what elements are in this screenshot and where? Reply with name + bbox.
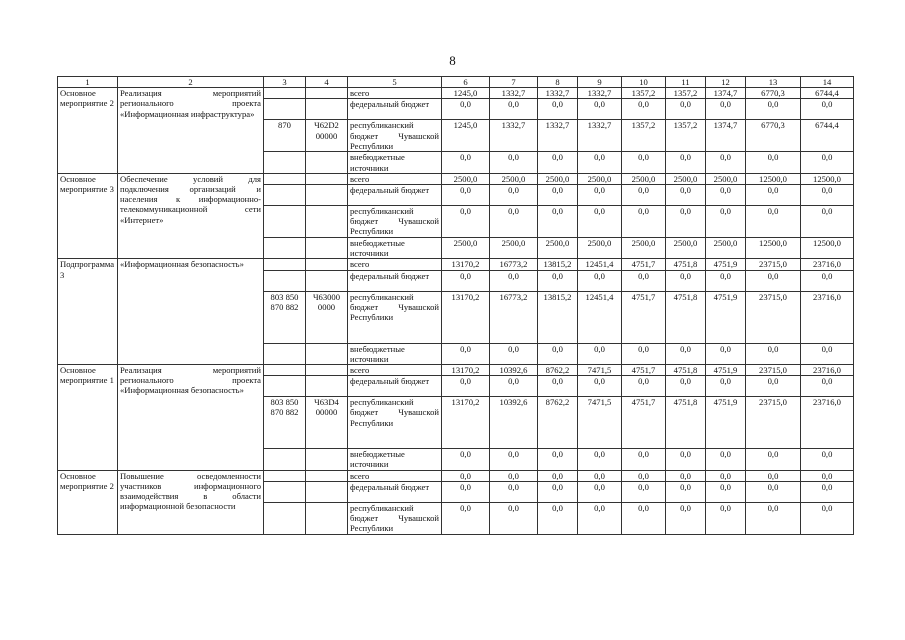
amount-cell: 7471,5 (578, 397, 622, 449)
amount-cell: 13170,2 (442, 365, 490, 376)
target-code (306, 481, 348, 502)
amount-cell: 0,0 (801, 152, 854, 173)
amount-cell: 0,0 (666, 502, 706, 534)
funding-source: всего (348, 259, 442, 270)
funding-source: республиканский бюджет Чувашской Республики (348, 502, 442, 534)
budget-code (264, 185, 306, 206)
amount-cell: 0,0 (490, 343, 538, 364)
amount-cell: 0,0 (622, 206, 666, 238)
page-number: 8 (449, 53, 456, 68)
amount-cell: 0,0 (801, 185, 854, 206)
amount-cell: 4751,7 (622, 397, 666, 449)
funding-source: федеральный бюджет (348, 270, 442, 291)
target-code (306, 238, 348, 259)
amount-cell: 0,0 (578, 270, 622, 291)
amount-cell: 23715,0 (746, 397, 801, 449)
target-code (306, 152, 348, 173)
amount-cell: 0,0 (538, 206, 578, 238)
amount-cell: 2500,0 (490, 238, 538, 259)
amount-cell: 13815,2 (538, 259, 578, 270)
budget-code (264, 365, 306, 376)
amount-cell: 1332,7 (538, 120, 578, 152)
funding-source: республиканский бюджет Чувашской Республики (348, 291, 442, 343)
amount-cell: 0,0 (490, 99, 538, 120)
amount-cell: 0,0 (578, 502, 622, 534)
amount-cell: 0,0 (706, 152, 746, 173)
amount-cell: 0,0 (442, 99, 490, 120)
amount-cell: 12500,0 (801, 173, 854, 184)
amount-cell: 0,0 (490, 152, 538, 173)
funding-source: федеральный бюджет (348, 376, 442, 397)
program-label: Подпрограмма 3 (58, 259, 118, 365)
amount-cell: 0,0 (538, 470, 578, 481)
column-number: 2 (118, 77, 264, 88)
column-number: 9 (578, 77, 622, 88)
amount-cell: 0,0 (442, 502, 490, 534)
amount-cell: 1245,0 (442, 88, 490, 99)
target-code (306, 99, 348, 120)
amount-cell: 0,0 (706, 185, 746, 206)
amount-cell: 0,0 (538, 99, 578, 120)
funding-source: федеральный бюджет (348, 481, 442, 502)
budget-code (264, 449, 306, 470)
amount-cell: 0,0 (538, 502, 578, 534)
table-row (58, 365, 854, 376)
amount-cell: 4751,7 (622, 365, 666, 376)
amount-cell: 2500,0 (442, 238, 490, 259)
amount-cell: 2500,0 (706, 238, 746, 259)
amount-cell: 13170,2 (442, 397, 490, 449)
amount-cell: 1332,7 (578, 88, 622, 99)
amount-cell: 2500,0 (666, 173, 706, 184)
amount-cell: 23715,0 (746, 365, 801, 376)
amount-cell: 0,0 (442, 376, 490, 397)
amount-cell: 1374,7 (706, 88, 746, 99)
target-code (306, 365, 348, 376)
amount-cell: 0,0 (538, 449, 578, 470)
target-code (306, 185, 348, 206)
amount-cell: 0,0 (666, 376, 706, 397)
amount-cell: 2500,0 (622, 173, 666, 184)
amount-cell: 0,0 (622, 481, 666, 502)
amount-cell: 0,0 (442, 270, 490, 291)
target-code (306, 88, 348, 99)
amount-cell: 0,0 (538, 481, 578, 502)
amount-cell: 0,0 (801, 449, 854, 470)
budget-code: 803 850 870 882 (264, 291, 306, 343)
program-description: Реализация мероприятий регионального проекта «Информационная безопасность» (118, 365, 264, 471)
amount-cell: 0,0 (706, 343, 746, 364)
amount-cell: 0,0 (578, 449, 622, 470)
target-code (306, 470, 348, 481)
amount-cell: 0,0 (490, 449, 538, 470)
budget-code (264, 238, 306, 259)
program-description: Повышение осведомленности участников информационного взаимодействия в области информационной безопасности (118, 470, 264, 534)
amount-cell: 1332,7 (490, 120, 538, 152)
amount-cell: 4751,8 (666, 397, 706, 449)
amount-cell: 0,0 (538, 185, 578, 206)
amount-cell: 0,0 (578, 481, 622, 502)
amount-cell: 0,0 (801, 502, 854, 534)
amount-cell: 0,0 (538, 376, 578, 397)
program-label: Основное мероприятие 3 (58, 173, 118, 259)
amount-cell: 1332,7 (538, 88, 578, 99)
amount-cell: 1357,2 (666, 88, 706, 99)
budget-code (264, 206, 306, 238)
amount-cell: 4751,8 (666, 291, 706, 343)
amount-cell: 0,0 (578, 206, 622, 238)
budget-code: 803 850 870 882 (264, 397, 306, 449)
amount-cell: 0,0 (442, 449, 490, 470)
funding-source: федеральный бюджет (348, 185, 442, 206)
amount-cell: 23715,0 (746, 259, 801, 270)
amount-cell: 0,0 (538, 152, 578, 173)
budget-code (264, 152, 306, 173)
amount-cell: 0,0 (801, 470, 854, 481)
amount-cell: 0,0 (578, 376, 622, 397)
amount-cell: 0,0 (666, 206, 706, 238)
amount-cell: 0,0 (622, 99, 666, 120)
amount-cell: 1357,2 (622, 88, 666, 99)
amount-cell: 0,0 (746, 99, 801, 120)
amount-cell: 0,0 (666, 152, 706, 173)
amount-cell: 10392,6 (490, 365, 538, 376)
amount-cell: 12500,0 (746, 238, 801, 259)
funding-source: внебюджетные источники (348, 343, 442, 364)
amount-cell: 2500,0 (442, 173, 490, 184)
amount-cell: 6770,3 (746, 120, 801, 152)
amount-cell: 23716,0 (801, 259, 854, 270)
amount-cell: 0,0 (746, 470, 801, 481)
amount-cell: 0,0 (666, 470, 706, 481)
amount-cell: 12500,0 (801, 238, 854, 259)
amount-cell: 4751,7 (622, 259, 666, 270)
amount-cell: 0,0 (490, 502, 538, 534)
funding-source: всего (348, 88, 442, 99)
budget-code (264, 88, 306, 99)
target-code: Ч62D2 00000 (306, 120, 348, 152)
funding-source: внебюджетные источники (348, 152, 442, 173)
table-row (58, 88, 854, 99)
column-number: 7 (490, 77, 538, 88)
amount-cell: 4751,8 (666, 365, 706, 376)
header-row (58, 77, 854, 88)
amount-cell: 1332,7 (578, 120, 622, 152)
amount-cell: 0,0 (622, 502, 666, 534)
amount-cell: 6770,3 (746, 88, 801, 99)
program-description: Обеспечение условий для подключения организаций и населения к информационно-телекоммуникационной сети «Интернет» (118, 173, 264, 259)
amount-cell: 0,0 (706, 502, 746, 534)
amount-cell: 2500,0 (538, 238, 578, 259)
amount-cell: 0,0 (578, 152, 622, 173)
amount-cell: 0,0 (578, 470, 622, 481)
amount-cell: 2500,0 (622, 238, 666, 259)
budget-code (264, 173, 306, 184)
amount-cell: 4751,8 (666, 259, 706, 270)
amount-cell: 4751,9 (706, 365, 746, 376)
amount-cell: 0,0 (746, 481, 801, 502)
amount-cell: 0,0 (746, 502, 801, 534)
amount-cell: 0,0 (706, 470, 746, 481)
amount-cell: 0,0 (490, 185, 538, 206)
budget-code (264, 481, 306, 502)
amount-cell: 13170,2 (442, 291, 490, 343)
target-code (306, 376, 348, 397)
amount-cell: 0,0 (746, 185, 801, 206)
column-number: 8 (538, 77, 578, 88)
budget-code (264, 270, 306, 291)
column-number: 4 (306, 77, 348, 88)
budget-code (264, 376, 306, 397)
funding-source: всего (348, 365, 442, 376)
amount-cell: 0,0 (442, 206, 490, 238)
column-number: 13 (746, 77, 801, 88)
amount-cell: 8762,2 (538, 365, 578, 376)
amount-cell: 0,0 (801, 376, 854, 397)
target-code (306, 173, 348, 184)
amount-cell: 10392,6 (490, 397, 538, 449)
amount-cell: 23716,0 (801, 397, 854, 449)
amount-cell: 0,0 (666, 481, 706, 502)
amount-cell: 6744,4 (801, 120, 854, 152)
amount-cell: 0,0 (666, 449, 706, 470)
column-number: 3 (264, 77, 306, 88)
amount-cell: 0,0 (490, 481, 538, 502)
amount-cell: 0,0 (746, 449, 801, 470)
amount-cell: 4751,9 (706, 291, 746, 343)
amount-cell: 7471,5 (578, 365, 622, 376)
target-code (306, 502, 348, 534)
column-number: 14 (801, 77, 854, 88)
funding-source: республиканский бюджет Чувашской Республики (348, 120, 442, 152)
amount-cell: 0,0 (706, 481, 746, 502)
budget-code (264, 343, 306, 364)
funding-source: всего (348, 470, 442, 481)
amount-cell: 0,0 (706, 449, 746, 470)
amount-cell: 4751,9 (706, 397, 746, 449)
amount-cell: 0,0 (706, 270, 746, 291)
amount-cell: 4751,7 (622, 291, 666, 343)
column-number: 6 (442, 77, 490, 88)
funding-source: внебюджетные источники (348, 449, 442, 470)
amount-cell: 0,0 (746, 206, 801, 238)
amount-cell: 23716,0 (801, 291, 854, 343)
target-code: Ч63000 0000 (306, 291, 348, 343)
funding-source: внебюджетные источники (348, 238, 442, 259)
amount-cell: 0,0 (666, 185, 706, 206)
amount-cell: 0,0 (490, 376, 538, 397)
table-row (58, 259, 854, 270)
amount-cell: 0,0 (442, 470, 490, 481)
column-number: 10 (622, 77, 666, 88)
amount-cell: 0,0 (442, 343, 490, 364)
column-number: 11 (666, 77, 706, 88)
budget-code: 870 (264, 120, 306, 152)
amount-cell: 1357,2 (622, 120, 666, 152)
table-row (58, 173, 854, 184)
budget-code (264, 259, 306, 270)
amount-cell: 0,0 (801, 481, 854, 502)
amount-cell: 0,0 (442, 185, 490, 206)
column-number: 12 (706, 77, 746, 88)
amount-cell: 0,0 (706, 206, 746, 238)
target-code (306, 270, 348, 291)
amount-cell: 1374,7 (706, 120, 746, 152)
amount-cell: 0,0 (490, 470, 538, 481)
amount-cell: 0,0 (538, 270, 578, 291)
budget-code (264, 470, 306, 481)
amount-cell: 16773,2 (490, 291, 538, 343)
program-label: Основное мероприятие 2 (58, 470, 118, 534)
amount-cell: 0,0 (622, 152, 666, 173)
amount-cell: 0,0 (746, 343, 801, 364)
amount-cell: 0,0 (578, 343, 622, 364)
amount-cell: 0,0 (622, 185, 666, 206)
program-description: «Информационная безопасность» (118, 259, 264, 365)
amount-cell: 0,0 (666, 270, 706, 291)
amount-cell: 0,0 (746, 376, 801, 397)
funding-source: всего (348, 173, 442, 184)
amount-cell: 23715,0 (746, 291, 801, 343)
amount-cell: 6744,4 (801, 88, 854, 99)
amount-cell: 12451,4 (578, 259, 622, 270)
amount-cell: 2500,0 (490, 173, 538, 184)
budget-code (264, 502, 306, 534)
amount-cell: 0,0 (578, 185, 622, 206)
column-number: 5 (348, 77, 442, 88)
amount-cell: 23716,0 (801, 365, 854, 376)
amount-cell: 0,0 (490, 270, 538, 291)
amount-cell: 2500,0 (666, 238, 706, 259)
table-row (58, 470, 854, 481)
amount-cell: 0,0 (442, 152, 490, 173)
amount-cell: 2500,0 (538, 173, 578, 184)
amount-cell: 0,0 (746, 152, 801, 173)
amount-cell: 12451,4 (578, 291, 622, 343)
amount-cell: 13170,2 (442, 259, 490, 270)
budget-code (264, 99, 306, 120)
amount-cell: 0,0 (578, 99, 622, 120)
amount-cell: 1332,7 (490, 88, 538, 99)
amount-cell: 0,0 (706, 99, 746, 120)
target-code (306, 449, 348, 470)
amount-cell: 0,0 (801, 270, 854, 291)
amount-cell: 8762,2 (538, 397, 578, 449)
amount-cell: 0,0 (746, 270, 801, 291)
amount-cell: 2500,0 (706, 173, 746, 184)
column-number: 1 (58, 77, 118, 88)
amount-cell: 0,0 (490, 206, 538, 238)
program-label: Основное мероприятие 1 (58, 365, 118, 471)
amount-cell: 0,0 (801, 206, 854, 238)
amount-cell: 1357,2 (666, 120, 706, 152)
amount-cell: 1245,0 (442, 120, 490, 152)
amount-cell: 2500,0 (578, 173, 622, 184)
funding-source: республиканский бюджет Чувашской Республики (348, 397, 442, 449)
amount-cell: 4751,9 (706, 259, 746, 270)
amount-cell: 12500,0 (746, 173, 801, 184)
funding-source: федеральный бюджет (348, 99, 442, 120)
program-label: Основное мероприятие 2 (58, 88, 118, 174)
amount-cell: 0,0 (538, 343, 578, 364)
target-code (306, 259, 348, 270)
amount-cell: 0,0 (706, 376, 746, 397)
target-code (306, 206, 348, 238)
target-code: Ч63D4 00000 (306, 397, 348, 449)
amount-cell: 2500,0 (578, 238, 622, 259)
amount-cell: 13815,2 (538, 291, 578, 343)
amount-cell: 0,0 (666, 343, 706, 364)
funding-source: республиканский бюджет Чувашской Республики (348, 206, 442, 238)
target-code (306, 343, 348, 364)
amount-cell: 0,0 (801, 99, 854, 120)
amount-cell: 0,0 (622, 470, 666, 481)
budget-table (57, 76, 854, 535)
amount-cell: 0,0 (622, 449, 666, 470)
amount-cell: 0,0 (442, 481, 490, 502)
amount-cell: 0,0 (801, 343, 854, 364)
amount-cell: 16773,2 (490, 259, 538, 270)
amount-cell: 0,0 (622, 343, 666, 364)
amount-cell: 0,0 (622, 376, 666, 397)
program-description: Реализация мероприятий регионального проекта «Информационная инфраструктура» (118, 88, 264, 174)
amount-cell: 0,0 (666, 99, 706, 120)
amount-cell: 0,0 (622, 270, 666, 291)
